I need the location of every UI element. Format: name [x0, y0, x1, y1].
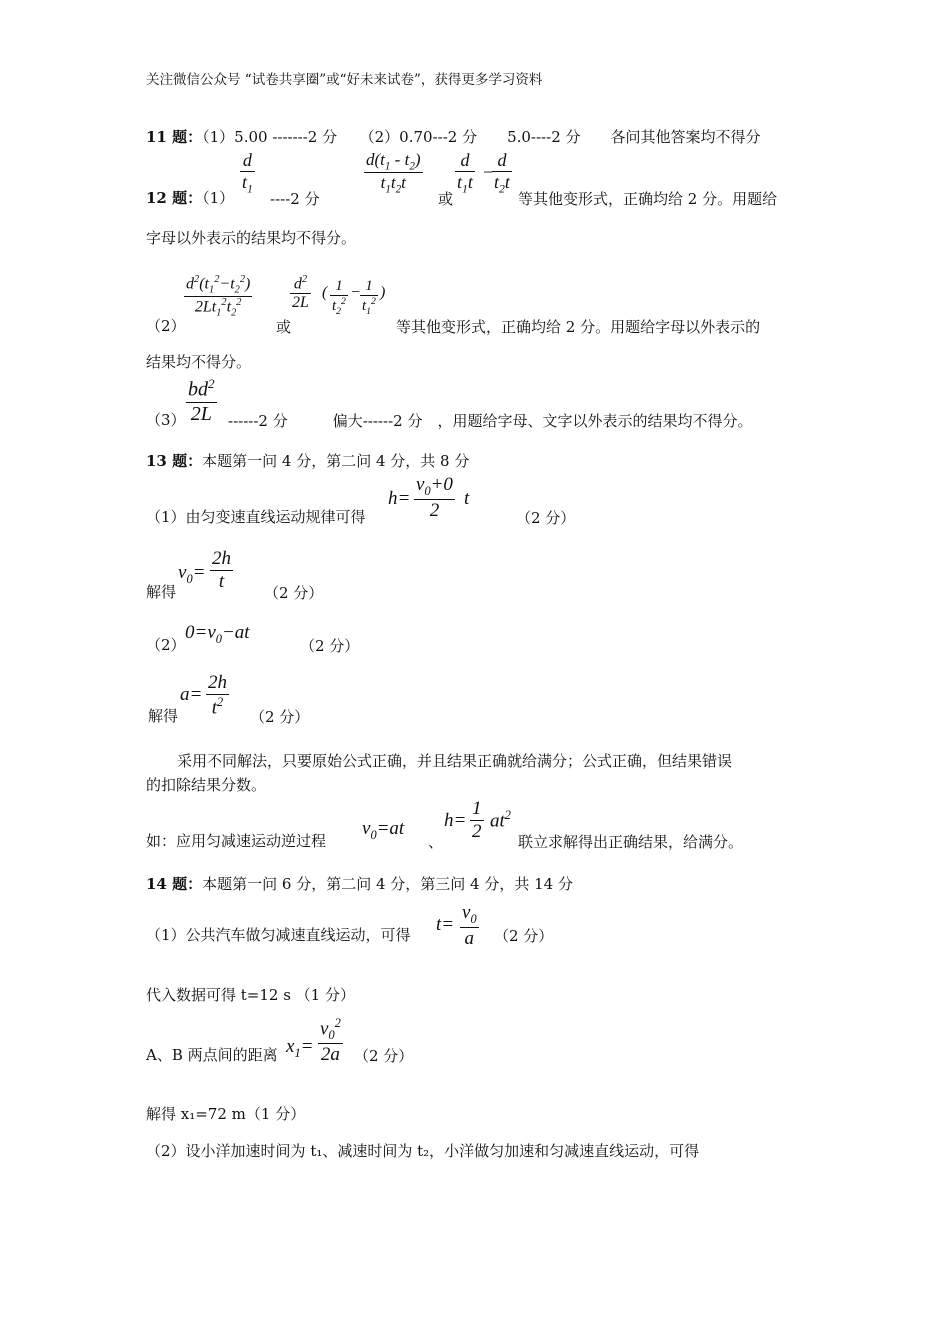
q12-formula-p2b: $\frac{d^2}{2L}$	[292, 274, 309, 312]
q14-s5: （2）设小洋加速时间为 t₁、减速时间为 t₂，小洋做匀加速和匀减速直线运动，可得	[146, 1142, 700, 1160]
q12-p2-tail: 等其他变形式，正确均给 2 分。用题给字母以外表示的	[396, 318, 761, 336]
q12-p1-prefix: （1）	[202, 189, 235, 207]
q13-formula-v0-eq: $v_0=$	[178, 562, 206, 586]
q14-formula-x1: $\frac{v_0^2}{2a}$	[320, 1016, 341, 1066]
q13-s2-score: （2 分）	[264, 584, 324, 602]
q13-s3-score: （2 分）	[300, 637, 360, 655]
q13-formula-v0: $\frac{2h}{t}$	[212, 548, 231, 592]
q11-line	[146, 127, 761, 147]
q13-formula-h-t: t	[464, 488, 470, 509]
q13-s1: （1）由匀变速直线运动规律可得	[146, 508, 366, 526]
q12-formula-p2c-2: $\frac{1}{t_1^2}$	[362, 278, 376, 317]
q13-ex-prefix: 如：应用匀减速运动逆过程	[146, 832, 327, 850]
q12-p3-prefix: （3）	[146, 411, 186, 429]
q12-p1-or: 或	[438, 190, 454, 208]
q14-line	[146, 874, 573, 894]
q14-s3-prefix: A、B 两点间的距离	[146, 1046, 278, 1064]
q12-p1-score: ----2 分	[270, 190, 320, 208]
q12-formula-diff: $\frac{d(t_1 - t_2)}{t_1t_2t}$	[366, 150, 421, 196]
q13-formula-h: $\frac{v_0+0}{2}$	[416, 474, 453, 521]
q13-s4-prefix: 解得	[148, 707, 179, 725]
q14-s1-score: （2 分）	[494, 927, 554, 945]
q13-formula-h-eq: h=	[388, 488, 411, 509]
q13-formula-h2-eq: h=	[444, 810, 467, 831]
q14-formula-t: $\frac{v_0}{a}$	[462, 902, 477, 949]
q12-formula-p2a: $\frac{d^2(t_1^2-t_2^2)}{2Lt_1^2t_2^2}$	[186, 274, 251, 319]
q12-line1	[146, 188, 234, 208]
q11-label: 11 题：	[146, 128, 203, 146]
q12-p3-tail: ------2 分 偏大------2 分 ，用题给字母、文字以外表示的结果均不得分。	[228, 412, 753, 430]
q14-s1: （1）公共汽车做匀减速直线运动，可得	[146, 926, 411, 944]
q12-formula-p3: $\frac{bd^2}{2L}$	[188, 376, 215, 425]
q12-p2-line2: 结果均不得分。	[146, 353, 252, 371]
q13-s4-score: （2 分）	[250, 708, 310, 726]
q14-s3-score: （2 分）	[354, 1047, 414, 1065]
q12-formula-p2c-minus: −	[350, 284, 361, 301]
q13-note1: 采用不同解法，只要原始公式正确，并且结果正确就给满分；公式正确，但结果错误	[177, 752, 733, 770]
q12-formula-d-over-t1: $\frac{d}{t_1}$	[242, 150, 253, 196]
q12-p2-prefix: （2）	[146, 317, 186, 335]
q14-formula-t-eq: t=	[436, 914, 455, 935]
q14-label: 14 题：	[146, 875, 203, 893]
q12-formula-d-t1t: $\frac{d}{t_1t}$	[457, 150, 473, 196]
q12-formula-p2c-1: $\frac{1}{t_2^2}$	[332, 278, 346, 317]
q14-intro: 本题第一问 6 分，第二问 4 分，第三问 4 分，共 14 分	[202, 875, 573, 893]
q13-label: 13 题：	[146, 452, 203, 470]
q13-formula-a-eq: a=	[180, 684, 203, 705]
q13-intro: 本题第一问 4 分，第二问 4 分，共 8 分	[202, 452, 470, 470]
q12-formula-d-t2t: $\frac{d}{t_2t}$	[494, 150, 510, 196]
q12-p1-tail: 等其他变形式，正确均给 2 分。用题给	[518, 190, 778, 208]
q12-formula-p2c-close: )	[380, 284, 386, 301]
q13-formula-0eq: $0=v_0-at$	[185, 622, 250, 646]
q11-text: （1）5.00 -------2 分 （2）0.70---2 分 5.0----2 分 各问其他答案均不得分	[202, 128, 761, 146]
q12-p1-line2: 字母以外表示的结果均不得分。	[146, 229, 357, 247]
q14-formula-x1-eq: $x_1=$	[286, 1036, 314, 1060]
q13-s1-score: （2 分）	[516, 509, 576, 527]
q13-ex-tail: 联立求解得出正确结果，给满分。	[518, 833, 744, 851]
q13-line	[146, 451, 469, 471]
q13-note2: 的扣除结果分数。	[146, 776, 267, 794]
q12-formula-p2c: (	[322, 284, 328, 301]
q13-s3-prefix: （2）	[146, 636, 186, 654]
q12-minus: −	[482, 162, 495, 182]
q12-p2-or: 或	[276, 318, 292, 336]
q12-label: 12 题：	[146, 189, 203, 207]
q14-s2: 代入数据可得 t=12 s （1 分）	[146, 986, 355, 1004]
q13-formula-half: $\frac{1}{2}$	[472, 798, 482, 842]
q13-formula-v0-at: $v_0=at$	[362, 818, 405, 842]
q13-ex-sep: 、	[428, 833, 444, 851]
q14-s4: 解得 x₁=72 m（1 分）	[146, 1105, 306, 1123]
page-header: 关注微信公众号 “试卷共享圈”或“好未来试卷”，获得更多学习资料	[146, 72, 543, 88]
q13-formula-a: $\frac{2h}{t^2}$	[208, 672, 227, 719]
q13-formula-at2: $at^2$	[490, 808, 511, 832]
q13-s2-prefix: 解得	[146, 583, 177, 601]
